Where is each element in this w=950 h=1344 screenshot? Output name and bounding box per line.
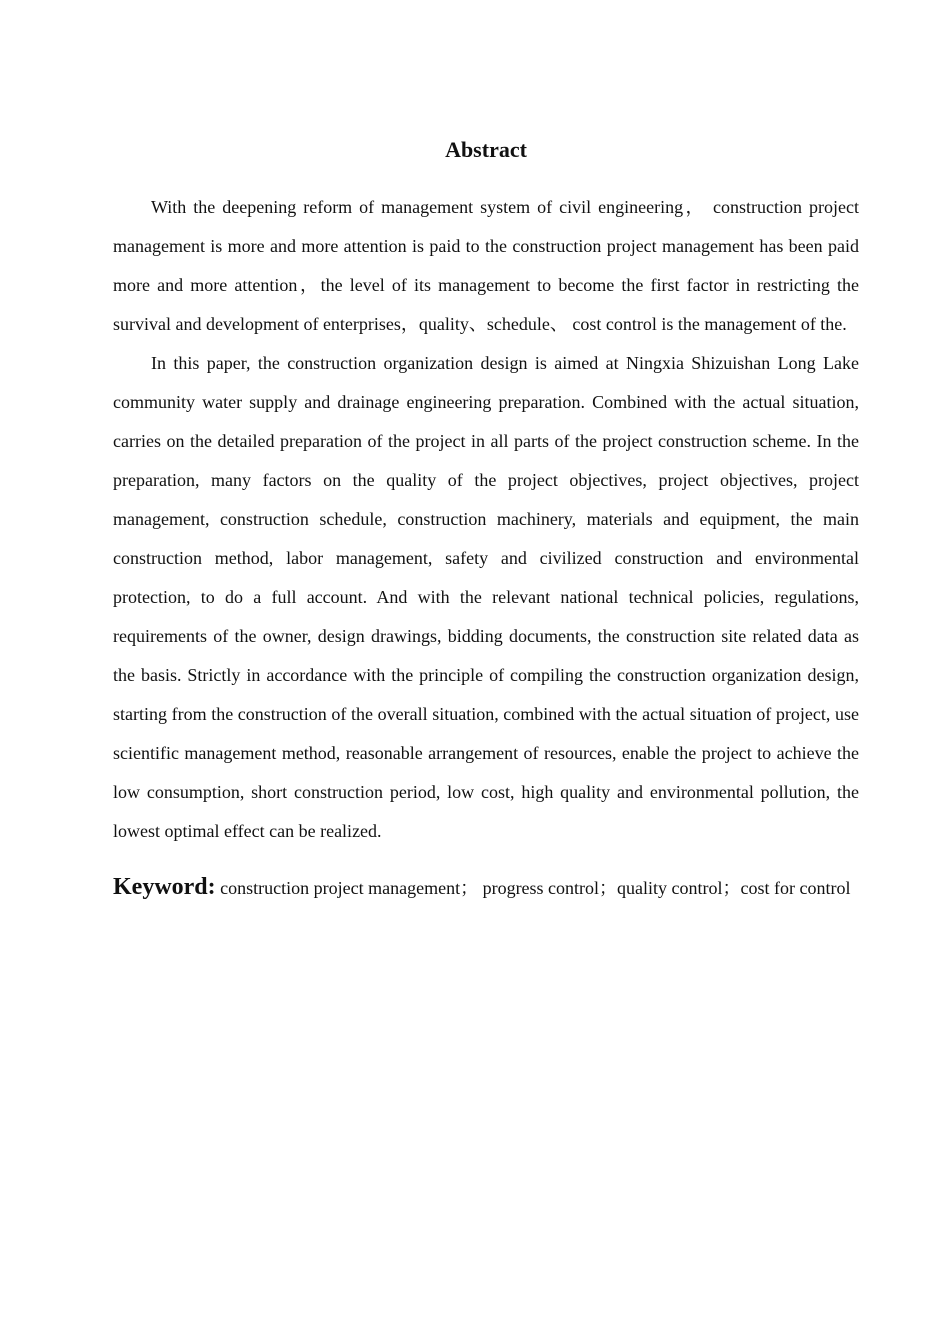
keywords-line <box>113 862 859 913</box>
abstract-page <box>113 133 859 913</box>
page-title: Abstract <box>445 137 527 162</box>
abstract-paragraph-2: In this paper, the construction organization design is aimed at Ningxia Shizuishan Long Lake community water supply and drainage engineering preparation. Combined with the actual situation, carries on the detailed preparation of the project in all parts of the project construction scheme. In the preparation, many factors on the quality of the project objectives, project objectives, project management, construction schedule, construction machinery, materials and equipment, the main construction method, labor management, safety and civilized construction and environmental protection, to do a full account. And with the relevant national technical policies, regulations, requirements of the owner, design drawings, bidding documents, the construction site related data as the basis. Strictly in accordance with the principle of compiling the construction organization design, starting from the construction of the overall situation, combined with the actual situation of project, use scientific management method, reasonable arrangement of resources, enable the project to achieve the low consumption, short construction period, low cost, high quality and environmental pollution, the lowest optimal effect can be realized. <box>113 353 859 841</box>
keywords-label: Keyword: <box>113 874 216 900</box>
keywords-text: construction project management； progress control；quality control；cost for control <box>220 878 851 898</box>
abstract-paragraph-1: With the deepening reform of management system of civil engineering， construction project management is more and more attention is paid to the construction project management has been paid more and more attention，the level of its management to become the first factor in restricting the survival and development of enterprises，quality、schedule、 cost control is the management of the. <box>113 197 859 334</box>
